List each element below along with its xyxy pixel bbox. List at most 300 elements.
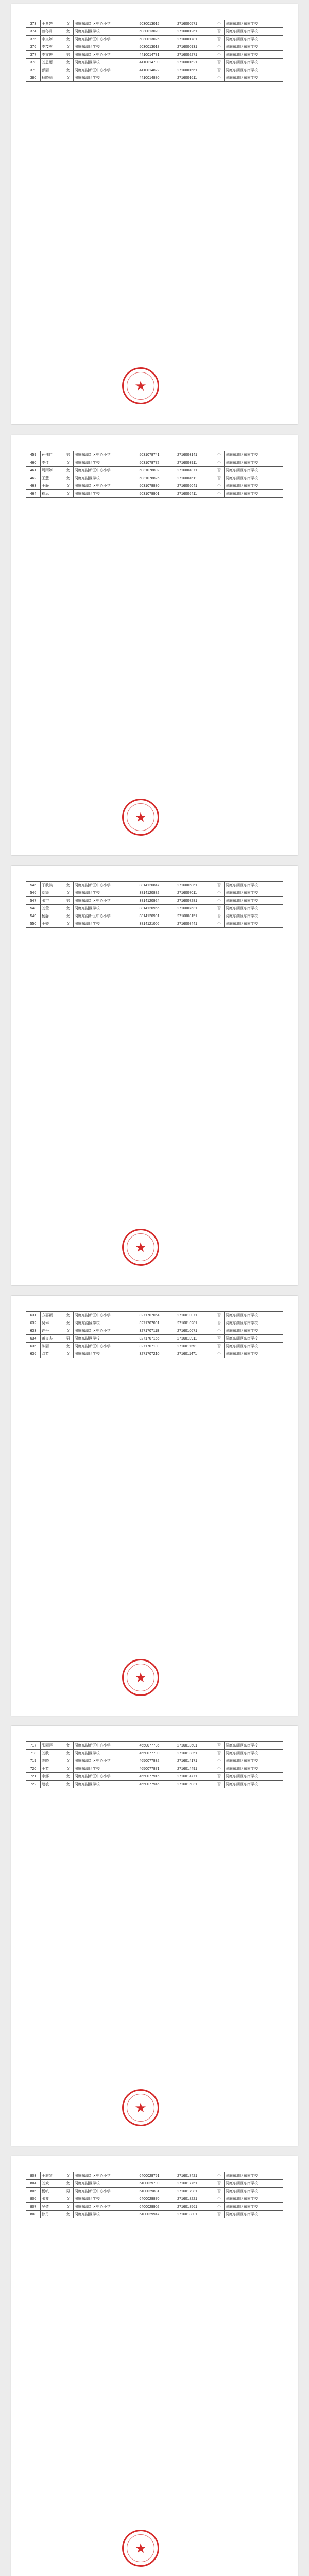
table-cell: 王婷 — [40, 920, 63, 928]
table-cell: 洞庭东湖区东南学校 — [224, 1319, 283, 1327]
table-cell: 6400029831 — [138, 2188, 176, 2195]
table-cell: 5031078802 — [138, 467, 176, 474]
table-cell: 548 — [26, 905, 41, 912]
table-cell: 李娜 — [40, 1773, 63, 1781]
table-cell: 5031078741 — [138, 451, 176, 459]
table-cell: 3271707189 — [138, 1343, 176, 1350]
table-cell: 洞庭东湖区学校 — [73, 2195, 138, 2203]
table-cell: 女 — [63, 1742, 73, 1750]
table-cell: 王燕婷 — [40, 20, 63, 28]
table-row — [26, 2180, 283, 2188]
table-cell: 洞庭东湖区东南学校 — [224, 1335, 283, 1343]
table-cell: 洞庭东湖区东南学校 — [224, 1750, 283, 1757]
table-cell: 463 — [26, 482, 41, 490]
table-cell: 洞庭东湖新区中心小学 — [73, 36, 138, 43]
table-cell: 635 — [26, 1343, 41, 1350]
table-cell: 洞庭东湖区东南学校 — [224, 1327, 283, 1335]
table-cell: 376 — [26, 43, 41, 51]
table-cell: 洞庭东湖区学校 — [73, 1765, 138, 1773]
table-cell: 洞庭东湖区东南学校 — [224, 912, 283, 920]
table-cell: 洞庭东湖区东南学校 — [224, 28, 283, 36]
table-cell: 王雅琴 — [40, 2172, 63, 2180]
table-cell: 女 — [63, 1765, 73, 1773]
table-cell: 洞庭东湖区学校 — [73, 905, 138, 912]
table-cell: 李茂英 — [40, 43, 63, 51]
table-row — [26, 1773, 283, 1781]
table-row — [26, 43, 283, 51]
table-cell: 721 — [26, 1773, 41, 1781]
table-cell: 373 — [26, 20, 41, 28]
table-cell: 洞庭东湖新区中心小学 — [73, 1327, 138, 1335]
table-cell: 否 — [214, 74, 224, 82]
table-cell: 洞庭东湖区东南学校 — [224, 2211, 283, 2218]
table-cell: 2716000931 — [176, 43, 214, 51]
table-cell: 洞庭东湖区东南学校 — [224, 2203, 283, 2211]
table-cell: 女 — [63, 28, 73, 36]
table-cell: 洞庭东湖区学校 — [73, 74, 138, 82]
table-cell: 4410014781 — [138, 51, 176, 59]
table-cell: 刘欢 — [40, 2180, 63, 2188]
table-cell: 洞庭东湖区学校 — [73, 43, 138, 51]
table-row — [26, 1750, 283, 1757]
table-row — [26, 28, 283, 36]
table-cell: 洞庭东湖区东南学校 — [224, 490, 283, 498]
table-cell: 程思 — [40, 490, 63, 498]
table-cell: 洞庭东湖新区中心小学 — [73, 897, 138, 905]
table-cell: 2716007281 — [176, 897, 214, 905]
table-cell: 杨帆 — [40, 2188, 63, 2195]
table-cell: 女 — [63, 474, 73, 482]
table-cell: 804 — [26, 2180, 41, 2188]
table-cell: 洞庭东湖区东南学校 — [224, 51, 283, 59]
document-page — [11, 866, 298, 1285]
table-cell: 2716002271 — [176, 51, 214, 59]
table-row — [26, 1335, 283, 1343]
table-cell: 2716001611 — [176, 74, 214, 82]
table-cell: 洞庭东湖新区中心小学 — [73, 1343, 138, 1350]
table-cell: 545 — [26, 882, 41, 889]
table-cell: 2716018221 — [176, 2195, 214, 2203]
table-cell: 2716014171 — [176, 1757, 214, 1765]
table-cell: 2716008441 — [176, 920, 214, 928]
table-cell: 379 — [26, 66, 41, 74]
table-cell: 洞庭东湖区东南学校 — [224, 1773, 283, 1781]
table-cell: 375 — [26, 36, 41, 43]
table-cell: 否 — [214, 2188, 224, 2195]
table-cell: 洞庭东湖区东南学校 — [224, 1757, 283, 1765]
table-row — [26, 467, 283, 474]
table-cell: 否 — [214, 2211, 224, 2218]
table-cell: 否 — [214, 482, 224, 490]
table-cell: 曾冬月 — [40, 28, 63, 36]
table-cell: 2716011471 — [176, 1350, 214, 1358]
roster-table — [26, 1311, 283, 1358]
table-cell: 否 — [214, 905, 224, 912]
table-cell: 彭丽 — [40, 66, 63, 74]
table-cell: 5030013015 — [138, 20, 176, 28]
table-cell: 否 — [214, 451, 224, 459]
seal-star-icon: ★ — [134, 2540, 147, 2556]
table-cell: 邓芳 — [40, 1350, 63, 1358]
table-cell: 3271707118 — [138, 1327, 176, 1335]
table-cell: 3271707155 — [138, 1335, 176, 1343]
table-cell: 洞庭东湖新区中心小学 — [73, 482, 138, 490]
table-cell: 洞庭东湖区东南学校 — [224, 2188, 283, 2195]
table-row — [26, 74, 283, 82]
table-cell: 女 — [63, 1350, 73, 1358]
table-cell: 洞庭东湖区学校 — [73, 459, 138, 467]
table-cell: 洞庭东湖区东南学校 — [224, 43, 283, 51]
official-seal-icon — [122, 799, 159, 836]
table-cell: 3814121006 — [138, 920, 176, 928]
table-cell: 459 — [26, 451, 41, 459]
table-cell: 洞庭东湖新区中心小学 — [73, 1757, 138, 1765]
table-cell: 洞庭东湖区学校 — [73, 1335, 138, 1343]
table-cell: 赵敏 — [40, 1781, 63, 1788]
table-cell: 否 — [214, 2180, 224, 2188]
table-cell: 719 — [26, 1757, 41, 1765]
table-cell: 女 — [63, 43, 73, 51]
table-cell: 5031078880 — [138, 482, 176, 490]
table-cell: 洞庭东湖区学校 — [73, 889, 138, 897]
table-cell: 洞庭东湖区东南学校 — [224, 1350, 283, 1358]
table-cell: 2716003141 — [176, 451, 214, 459]
table-cell: 男 — [63, 451, 73, 459]
table-row — [26, 897, 283, 905]
table-cell: 2716013601 — [176, 1742, 214, 1750]
table-cell: 549 — [26, 912, 41, 920]
table-cell: 462 — [26, 474, 41, 482]
table-cell: 2716007631 — [176, 905, 214, 912]
table-cell: 李文婷 — [40, 36, 63, 43]
table-cell: 3271707054 — [138, 1312, 176, 1319]
table-cell: 否 — [214, 1327, 224, 1335]
table-cell: 王芳 — [40, 1765, 63, 1773]
table-cell: 女 — [63, 1319, 73, 1327]
table-cell: 洞庭东湖区学校 — [73, 490, 138, 498]
table-row — [26, 889, 283, 897]
table-cell: 546 — [26, 889, 41, 897]
table-cell: 杨晓丽 — [40, 74, 63, 82]
table-cell: 否 — [214, 1742, 224, 1750]
table-cell: 洞庭东湖区东南学校 — [224, 1343, 283, 1350]
table-cell: 洞庭东湖区东南学校 — [224, 66, 283, 74]
table-cell: 女 — [63, 59, 73, 66]
table-cell: 2716017981 — [176, 2188, 214, 2195]
official-seal-icon — [122, 2089, 159, 2126]
table-row — [26, 482, 283, 490]
table-cell: 2716001621 — [176, 59, 214, 66]
table-cell: 4650077832 — [138, 1757, 176, 1765]
table-cell: 李佳 — [40, 459, 63, 467]
table-row — [26, 20, 283, 28]
table-cell: 洞庭东湖区东南学校 — [224, 459, 283, 467]
table-cell: 否 — [214, 2195, 224, 2203]
table-cell: 女 — [63, 1312, 73, 1319]
table-row — [26, 920, 283, 928]
table-cell: 洞庭东湖新区中心小学 — [73, 51, 138, 59]
table-cell: 洞庭东湖新区中心小学 — [73, 20, 138, 28]
table-cell: 5030013018 — [138, 43, 176, 51]
table-row — [26, 2172, 283, 2180]
table-cell: 女 — [63, 912, 73, 920]
table-cell: 洞庭东湖区东南学校 — [224, 451, 283, 459]
table-cell: 洞庭东湖新区中心小学 — [73, 2188, 138, 2195]
table-cell: 3814120882 — [138, 889, 176, 897]
table-cell: 洞庭东湖区学校 — [73, 2180, 138, 2188]
table-cell: 女 — [63, 1781, 73, 1788]
table-cell: 洞庭东湖区东南学校 — [224, 2172, 283, 2180]
table-row — [26, 905, 283, 912]
table-row — [26, 2188, 283, 2195]
table-cell: 女 — [63, 889, 73, 897]
table-cell: 洞庭东湖区东南学校 — [224, 1781, 283, 1788]
table-cell: 男 — [63, 51, 73, 59]
table-cell: 女 — [63, 2211, 73, 2218]
table-cell: 刘思雨 — [40, 59, 63, 66]
official-seal-icon — [122, 2530, 159, 2567]
table-cell: 3271707091 — [138, 1319, 176, 1327]
table-cell: 2716018561 — [176, 2203, 214, 2211]
table-cell: 洞庭东湖区东南学校 — [224, 2195, 283, 2203]
document-page — [11, 435, 298, 855]
table-cell: 4650077736 — [138, 1742, 176, 1750]
table-cell: 洞庭东湖新区中心小学 — [73, 1312, 138, 1319]
table-cell: 女 — [63, 1757, 73, 1765]
table-cell: 女 — [63, 20, 73, 28]
table-cell: 4410014880 — [138, 74, 176, 82]
table-cell: 否 — [214, 1765, 224, 1773]
table-cell: 2716010281 — [176, 1319, 214, 1327]
table-cell: 4410014790 — [138, 59, 176, 66]
table-cell: 否 — [214, 2172, 224, 2180]
table-cell: 洞庭东湖区东南学校 — [224, 1742, 283, 1750]
table-cell: 4650077790 — [138, 1750, 176, 1757]
table-cell: 2716011251 — [176, 1343, 214, 1350]
table-cell: 374 — [26, 28, 41, 36]
table-cell: 377 — [26, 51, 41, 59]
roster-table — [26, 20, 283, 82]
official-seal-icon — [122, 367, 159, 404]
table-cell: 否 — [214, 459, 224, 467]
table-cell: 否 — [214, 2203, 224, 2211]
table-cell: 洞庭东湖新区中心小学 — [73, 66, 138, 74]
table-cell: 2716013851 — [176, 1750, 214, 1757]
table-cell: 女 — [63, 2180, 73, 2188]
roster-table — [26, 451, 283, 498]
table-row — [26, 1781, 283, 1788]
table-cell: 2716006861 — [176, 882, 214, 889]
table-cell: 6400029902 — [138, 2203, 176, 2211]
table-cell: 否 — [214, 1312, 224, 1319]
table-cell: 2716000571 — [176, 20, 214, 28]
table-row — [26, 474, 283, 482]
table-cell: 张丽萍 — [40, 1742, 63, 1750]
table-cell: 4410014822 — [138, 66, 176, 74]
table-row — [26, 451, 283, 459]
table-cell: 否 — [214, 1781, 224, 1788]
table-cell: 女 — [63, 2195, 73, 2203]
table-cell: 洞庭东湖新区中心小学 — [73, 467, 138, 474]
document-page — [11, 2156, 298, 2576]
table-cell: 否 — [214, 20, 224, 28]
table-cell: 王慧 — [40, 474, 63, 482]
table-cell: 女 — [63, 467, 73, 474]
table-cell: 刘欣 — [40, 1750, 63, 1757]
table-cell: 王静 — [40, 482, 63, 490]
table-cell: 李文俊 — [40, 51, 63, 59]
table-cell: 5031078825 — [138, 474, 176, 482]
table-cell: 洞庭东湖区学校 — [73, 59, 138, 66]
table-cell: 807 — [26, 2203, 41, 2211]
table-cell: 否 — [214, 1343, 224, 1350]
official-seal-icon — [122, 1229, 159, 1266]
table-cell: 洞庭东湖区东南学校 — [224, 1312, 283, 1319]
table-cell: 男 — [63, 1335, 73, 1343]
table-cell: 2716007011 — [176, 889, 214, 897]
table-cell: 2716015031 — [176, 1781, 214, 1788]
table-cell: 2716004371 — [176, 467, 214, 474]
seal-star-icon: ★ — [134, 2100, 147, 2115]
table-cell: 刘颖 — [40, 889, 63, 897]
table-cell: 717 — [26, 1742, 41, 1750]
roster-table — [26, 881, 283, 928]
table-cell: 洞庭东湖新区中心小学 — [73, 451, 138, 459]
table-cell: 否 — [214, 51, 224, 59]
table-cell: 洞庭东湖新区中心小学 — [73, 1742, 138, 1750]
document-page — [11, 1726, 298, 2146]
seal-star-icon: ★ — [134, 809, 147, 825]
table-cell: 4650077871 — [138, 1765, 176, 1773]
table-cell: 805 — [26, 2188, 41, 2195]
table-cell: 否 — [214, 66, 224, 74]
table-row — [26, 36, 283, 43]
seal-star-icon: ★ — [134, 1240, 147, 1255]
table-cell: 洞庭东湖新区中心小学 — [73, 912, 138, 920]
table-cell: 2716008151 — [176, 912, 214, 920]
table-cell: 否 — [214, 912, 224, 920]
document-page — [11, 4, 298, 424]
table-cell: 女 — [63, 482, 73, 490]
table-cell: 女 — [63, 1343, 73, 1350]
table-cell: 洞庭东湖区东南学校 — [224, 36, 283, 43]
table-cell: 否 — [214, 882, 224, 889]
table-cell: 洞庭东湖区学校 — [73, 28, 138, 36]
table-cell: 吴倩 — [40, 2203, 63, 2211]
table-cell: 陈丽 — [40, 1343, 63, 1350]
table-cell: 刘莹 — [40, 905, 63, 912]
table-cell: 女 — [63, 74, 73, 82]
table-cell: 洞庭东湖区东南学校 — [224, 882, 283, 889]
table-cell: 否 — [214, 28, 224, 36]
table-cell: 3814120966 — [138, 905, 176, 912]
table-cell: 634 — [26, 1335, 41, 1343]
table-cell: 洞庭东湖区东南学校 — [224, 897, 283, 905]
table-cell: 洞庭东湖区学校 — [73, 1350, 138, 1358]
table-cell: 洞庭东湖区东南学校 — [224, 474, 283, 482]
table-cell: 6400029751 — [138, 2172, 176, 2180]
table-cell: 洞庭东湖新区中心小学 — [73, 882, 138, 889]
table-cell: 否 — [214, 467, 224, 474]
table-cell: 2716010071 — [176, 1312, 214, 1319]
table-cell: 2716001781 — [176, 36, 214, 43]
table-cell: 否 — [214, 59, 224, 66]
table-cell: 否 — [214, 36, 224, 43]
table-cell: 洞庭东湖区东南学校 — [224, 905, 283, 912]
table-row — [26, 2203, 283, 2211]
table-row — [26, 912, 283, 920]
table-cell: 4650077946 — [138, 1781, 176, 1788]
seal-star-icon: ★ — [134, 378, 147, 394]
table-cell: 否 — [214, 889, 224, 897]
table-cell: 2716003911 — [176, 459, 214, 467]
table-cell: 2716017421 — [176, 2172, 214, 2180]
table-cell: 杨静 — [40, 912, 63, 920]
table-cell: 洞庭东湖区学校 — [73, 1781, 138, 1788]
table-cell: 633 — [26, 1327, 41, 1335]
table-cell: 6400029947 — [138, 2211, 176, 2218]
table-cell: 3814120991 — [138, 912, 176, 920]
table-cell: 张宇 — [40, 897, 63, 905]
table-cell: 洞庭东湖区学校 — [73, 474, 138, 482]
table-cell: 女 — [63, 490, 73, 498]
table-cell: 5031078772 — [138, 459, 176, 467]
table-cell: 378 — [26, 59, 41, 66]
table-row — [26, 1350, 283, 1358]
table-cell: 2716014771 — [176, 1773, 214, 1781]
table-cell: 洞庭东湖区学校 — [73, 920, 138, 928]
table-cell: 女 — [63, 2203, 73, 2211]
official-seal-icon — [122, 1659, 159, 1696]
table-cell: 否 — [214, 490, 224, 498]
table-cell: 孙伟佳 — [40, 451, 63, 459]
table-row — [26, 1319, 283, 1327]
table-cell: 461 — [26, 467, 41, 474]
table-cell: 洞庭东湖区东南学校 — [224, 74, 283, 82]
table-row — [26, 882, 283, 889]
table-cell: 5031078901 — [138, 490, 176, 498]
table-cell: 女 — [63, 36, 73, 43]
table-cell: 否 — [214, 1750, 224, 1757]
seal-star-icon: ★ — [134, 1670, 147, 1685]
table-cell: 女 — [63, 459, 73, 467]
table-row — [26, 1343, 283, 1350]
table-cell: 808 — [26, 2211, 41, 2218]
table-row — [26, 2211, 283, 2218]
table-cell: 陈晓 — [40, 1757, 63, 1765]
table-cell: 丁欣然 — [40, 882, 63, 889]
table-cell: 380 — [26, 74, 41, 82]
table-cell: 6400029870 — [138, 2195, 176, 2203]
table-cell: 2716005411 — [176, 490, 214, 498]
table-cell: 否 — [214, 897, 224, 905]
table-cell: 2716001261 — [176, 28, 214, 36]
table-cell: 洞庭东湖区东南学校 — [224, 920, 283, 928]
table-cell: 洞庭东湖区学校 — [73, 2211, 138, 2218]
table-cell: 3271707210 — [138, 1350, 176, 1358]
table-cell: 3814120847 — [138, 882, 176, 889]
table-row — [26, 1742, 283, 1750]
table-cell: 女 — [63, 882, 73, 889]
table-cell: 2716010671 — [176, 1327, 214, 1335]
table-cell: 636 — [26, 1350, 41, 1358]
table-cell: 否 — [214, 474, 224, 482]
table-cell: 否 — [214, 1335, 224, 1343]
table-cell: 女 — [63, 1750, 73, 1757]
table-cell: 460 — [26, 459, 41, 467]
table-row — [26, 66, 283, 74]
table-cell: 718 — [26, 1750, 41, 1757]
